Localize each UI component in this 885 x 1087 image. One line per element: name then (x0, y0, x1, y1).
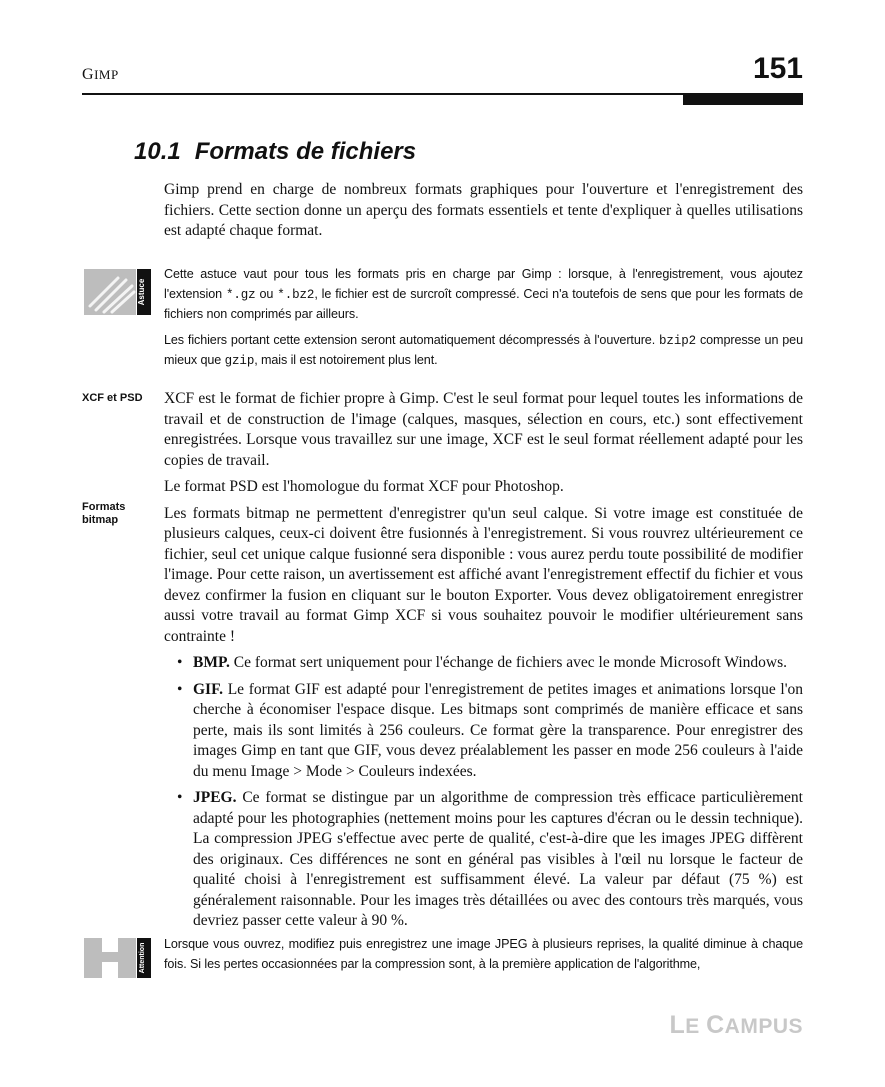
tip-icon (82, 266, 154, 318)
format-list (164, 653, 803, 932)
publisher-logo: LE CAMPUS (669, 1011, 803, 1039)
list-item-jpeg: • JPEG. Ce format se distingue par un algorithme de compression très efficace particulièrement adapté pour les photographies (nettement moins pour les captures d'écran ou le dessin technique). La compression JPEG s'effectue avec perte de qualité, c'est-à-dire que les images JPEG diffèrent des originaux. Ces différences ne sont en général pas visibles à l'œil nu lorsque le facteur de qualité choisi à l'enregistrement est suffisamment élevé. La valeur par défaut (75 %) est généralement raisonnable. Pour les images très détaillées ou avec des contours très marqués, vous devriez passer cette valeur à 90 %. (193, 788, 803, 932)
section-title (134, 138, 416, 166)
tip-block (164, 265, 803, 378)
tip-paragraph-2: Les fichiers portant cette extension seront automatiquement décompressés à l'ouverture. bzip2 compresse un peu mieux que gzip, mais il est notoirement plus lent. (164, 332, 803, 368)
bitmap-paragraph: Les formats bitmap ne permettent d'enregistrer qu'un seul calque. Si votre image est constituée de plusieurs calques, ceux-ci doivent être fusionnés à l'enregistrement. Si vous rouvrez ultérieurement ce fichier, seul cet unique calque fusionné sera disponible : vous aurez perdu toute possibilité de modifier l'image. Pour cette raison, un avertissement est affiché avant l'enregistrement effectif du fichier et vous devez confirmer la fusion en cliquant sur le bouton Exporter. Vous devez obligatoirement enregistrer aussi votre travail au format Gimp XCF si vous souhaitez pouvoir le modifier ultérieurement sans contrainte ! (164, 504, 803, 645)
tip-paragraph-1: Cette astuce vaut pour tous les formats pris en charge par Gimp : lorsque, à l'enregistrement, vous ajoutez l'extension *.gz ou *.bz2, le fichier est de surcroît compressé. Ceci n'a toutefois de sens que pour les formats de fichiers non comprimés par ailleurs. (164, 267, 804, 321)
section-title-text: Formats de fichiers (194, 138, 417, 165)
page-number: 151 (752, 52, 803, 85)
warning-icon (82, 936, 154, 980)
warning-block: Lorsque vous ouvrez, modifiez puis enregistrez une image JPEG à plusieurs reprises, la qualité diminue à chaque fois. Si les pertes occasionnées par la compression sont, à la première application de l'algorithme, (164, 937, 803, 971)
header-block (683, 93, 803, 105)
xcf-paragraph-2: Le format PSD est l'homologue du format XCF pour Photoshop. (164, 478, 564, 495)
margin-label-formats-bitmap: Formats bitmap (82, 501, 126, 526)
list-item-gif: • GIF. Le format GIF est adapté pour l'enregistrement de petites images et animations lorsque l'on cherche à économiser l'espace disque. Les bitmaps sont comprimés de manière efficace et sans perte, mais ils sont limités à 256 couleurs. Ce format gère la transparence. Pour enregistrer des images Gimp en tant que GIF, vous devez préalablement les passer en mode 256 couleurs à l'aide du menu Image > Mode > Couleurs indexées. (193, 680, 803, 783)
warning-icon-label: Attention (139, 942, 146, 974)
main-content (164, 389, 803, 938)
margin-label-xcf-psd: XCF et PSD (82, 392, 143, 404)
intro-paragraph: Gimp prend en charge de nombreux formats graphiques pour l'ouverture et l'enregistrement des fichiers. Cette section donne un aperçu des formats essentiels et tente d'expliquer à quelles utilisations est adapté chaque format. (164, 181, 803, 239)
tip-icon-label: Astuce (137, 278, 146, 306)
xcf-paragraph-1: XCF est le format de fichier propre à Gimp. C'est le seul format pour lequel toutes les informations de travail et de construction de l'image (calques, masques, sélection en cours, etc.) sont effectivement enregistrées. Lorsque vous travaillez sur une image, XCF est le seul format réellement adapté pour les copies de travail. (164, 390, 803, 469)
running-head: GIMP (82, 66, 119, 83)
section-number: 10.1 (134, 138, 181, 165)
list-item-bmp: • BMP. Ce format sert uniquement pour l'échange de fichiers avec le monde Microsoft Windows. (193, 653, 803, 674)
